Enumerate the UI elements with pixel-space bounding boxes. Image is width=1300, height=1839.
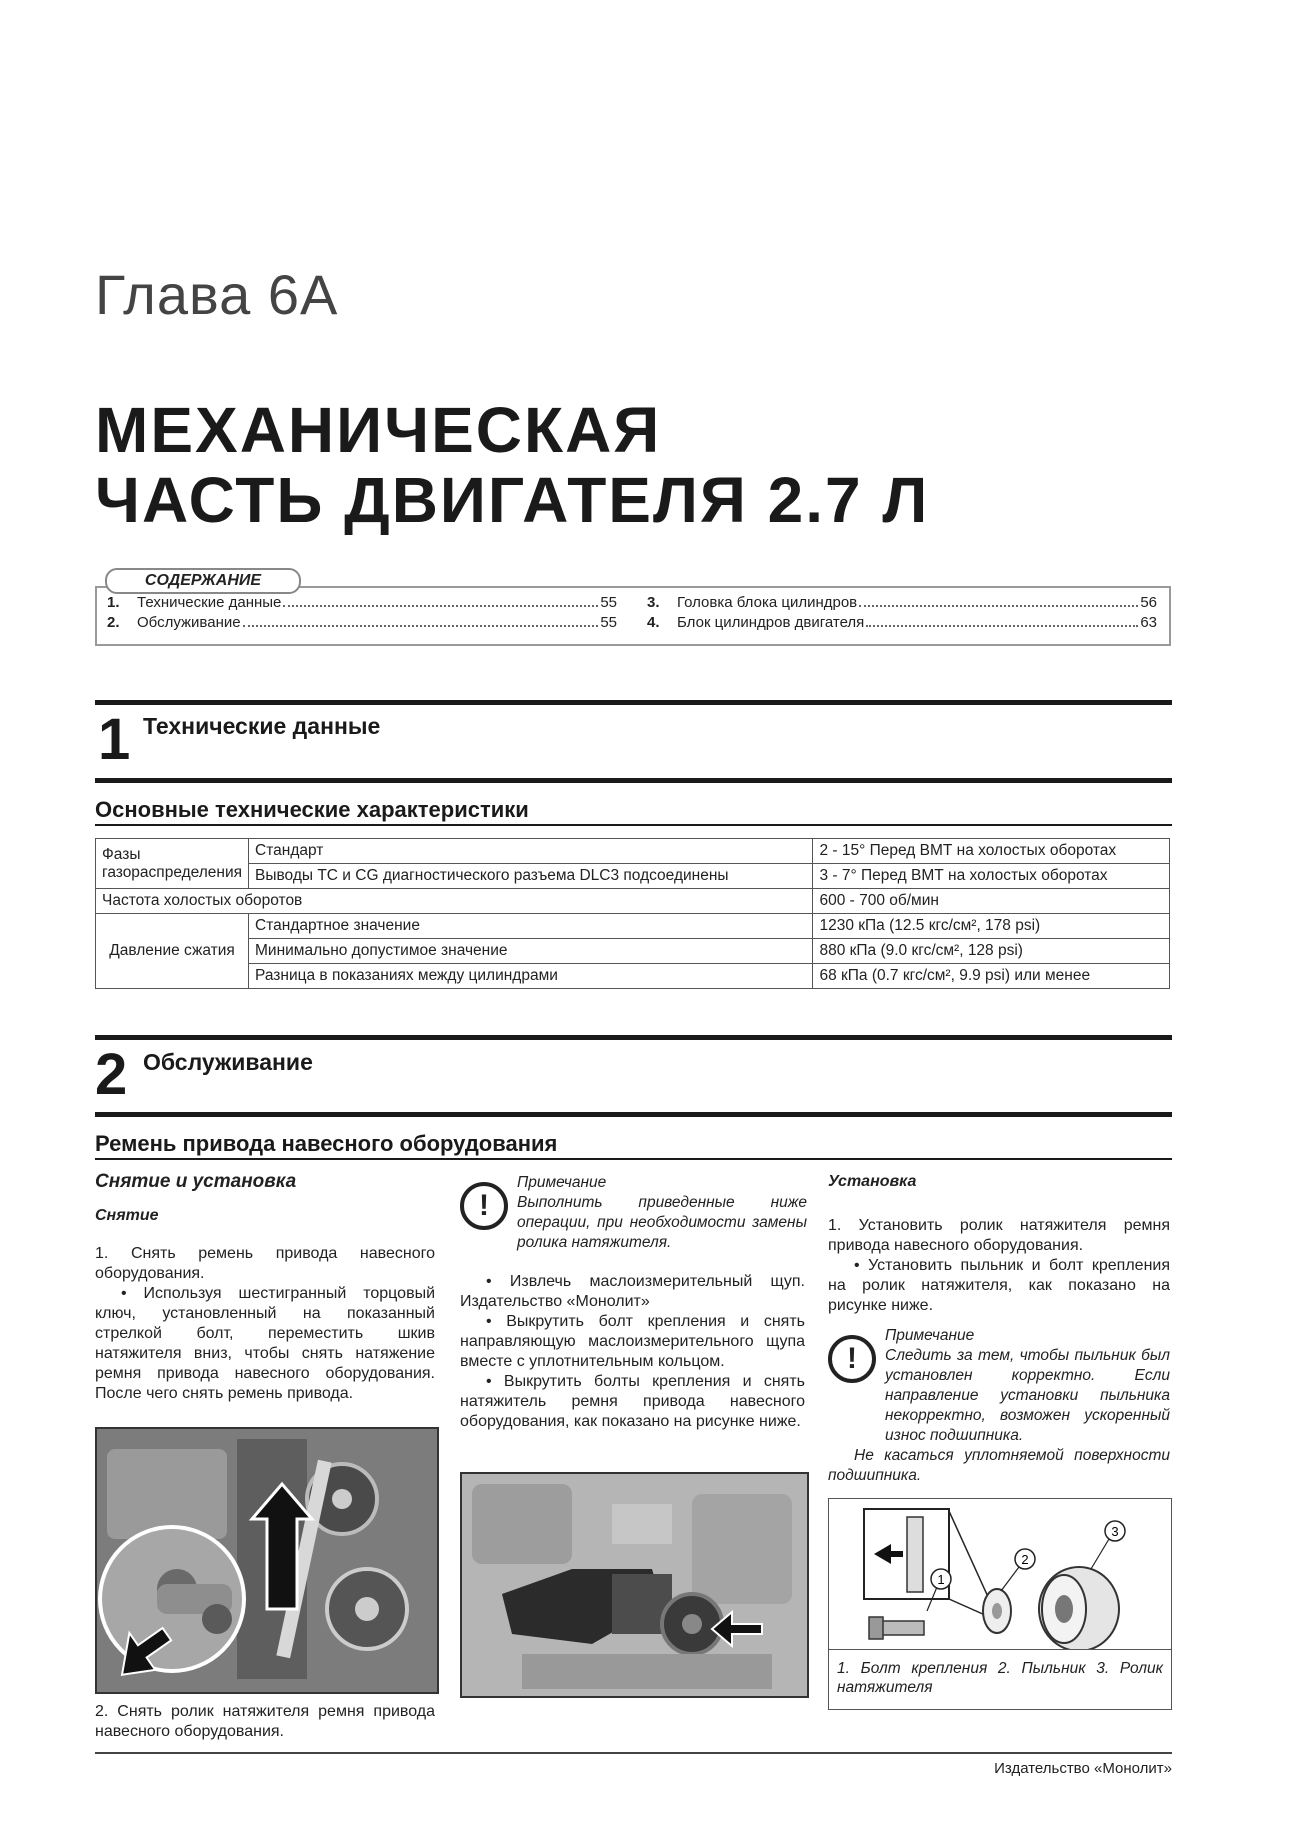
table-cell: 3 - 7° Перед ВМТ на холостых оборотах <box>813 864 1170 889</box>
section-title: Обслуживание <box>143 1049 313 1075</box>
toc-item[interactable]: 1. Технические данные 55 <box>107 594 617 611</box>
step-text: 1. Установить ролик натяжителя ремня привода навесного оборудования. <box>828 1217 1170 1254</box>
column-1 <box>95 1172 435 1404</box>
chapter-label: Глава 6А <box>95 263 339 326</box>
warning-icon: ! <box>460 1182 508 1230</box>
table-row <box>96 889 1170 914</box>
title-line-1: МЕХАНИЧЕСКАЯ <box>95 394 662 466</box>
note-box <box>517 1173 807 1253</box>
section-divider <box>95 1035 1172 1040</box>
table-cell: 1230 кПа (12.5 кгс/см², 178 psi) <box>813 914 1170 939</box>
bullet-item: • Извлечь маслоизмерительный щуп. Издательство «Монолит» <box>460 1273 805 1310</box>
table-row <box>96 914 1170 939</box>
bullet-item: • Выкрутить болты крепления и снять натяжитель ремня привода навесного оборудования, как показано на рисунке ниже. <box>460 1373 805 1430</box>
note-title: Примечание <box>885 1327 975 1344</box>
toc-label: СОДЕРЖАНИЕ <box>105 568 301 594</box>
section-title: Технические данные <box>143 713 381 739</box>
callout-1: 1 <box>937 1572 945 1587</box>
page-title <box>95 395 929 535</box>
callout-2: 2 <box>1021 1552 1029 1567</box>
caption-1: 2. Снять ролик натяжителя ремня привода навесного оборудования. <box>95 1703 435 1740</box>
title-line-2: ЧАСТЬ ДВИГАТЕЛЯ 2.7 Л <box>95 464 930 536</box>
table-cell: Фазы газораспределения <box>96 839 249 889</box>
section-divider <box>95 778 1172 783</box>
table-row <box>96 939 1170 964</box>
table-of-contents <box>95 586 1171 646</box>
table-cell: 600 - 700 об/мин <box>813 889 1170 914</box>
toc-item[interactable]: 4. Блок цилиндров двигателя 63 <box>647 614 1157 631</box>
publisher-footer: Издательство «Монолит» <box>994 1760 1172 1777</box>
callout-3: 3 <box>1111 1524 1119 1539</box>
parts-caption: 1. Болт крепления 2. Пыльник 3. Ролик натяжителя <box>837 1660 1163 1696</box>
subsection-divider <box>95 1158 1172 1160</box>
table-row <box>96 839 1170 864</box>
table-cell: 2 - 15° Перед ВМТ на холостых оборотах <box>813 839 1170 864</box>
step-text: 1. Снять ремень привода навесного оборудования. <box>95 1245 435 1282</box>
table-cell: Минимально допустимое значение <box>249 939 813 964</box>
subsection-divider <box>95 824 1172 826</box>
toc-item[interactable]: 3. Головка блока цилиндров 56 <box>647 594 1157 611</box>
toc-leader <box>283 605 598 607</box>
subsection-title: Ремень привода навесного оборудования <box>95 1131 558 1156</box>
caption-divider <box>829 1649 1171 1650</box>
column-subheading: Снятие <box>95 1207 159 1224</box>
table-row <box>96 964 1170 989</box>
spec-table <box>95 838 1170 989</box>
table-cell: Давление сжатия <box>96 914 249 989</box>
table-cell: Стандартное значение <box>249 914 813 939</box>
toc-leader <box>243 625 599 627</box>
section-number: 1 <box>98 707 131 772</box>
bullet-item: • Выкрутить болт крепления и снять направляющую маслоизмерительного щупа вместе с уплотнительным кольцом. <box>460 1313 805 1370</box>
column-heading: Снятие и установка <box>95 1171 297 1192</box>
note-title: Примечание <box>517 1174 607 1191</box>
table-cell: Выводы TC и CG диагностического разъема DLC3 подсоединены <box>249 864 813 889</box>
step-text: • Используя шестигранный торцовый ключ, установленный на показанный стрелкой болт, переместить шкив натяжителя вниз, чтобы снять натяжение ремня привода навесного оборудования. После чего снять ремень привода. <box>95 1285 435 1402</box>
engine-photo-1 <box>95 1427 439 1694</box>
engine-photo-2 <box>460 1472 809 1698</box>
note-text: Не касаться уплотняемой поверхности подшипника. <box>828 1447 1170 1484</box>
table-cell: Стандарт <box>249 839 813 864</box>
table-cell: 880 кПа (9.0 кгс/см², 128 psi) <box>813 939 1170 964</box>
table-cell: Разница в показаниях между цилиндрами <box>249 964 813 989</box>
warning-icon: ! <box>828 1335 876 1383</box>
column-heading: Установка <box>828 1173 917 1190</box>
parts-diagram-drawing <box>829 1499 1171 1649</box>
table-cell: 68 кПа (0.7 кгс/см², 9.9 psi) или менее <box>813 964 1170 989</box>
note-box <box>828 1326 1170 1486</box>
section-divider <box>95 700 1172 705</box>
toc-leader <box>866 625 1138 627</box>
section-number: 2 <box>95 1042 128 1107</box>
subsection-title: Основные технические характеристики <box>95 797 529 822</box>
footer-divider <box>95 1752 1172 1754</box>
toc-item[interactable]: 2. Обслуживание 55 <box>107 614 617 631</box>
column-2-bullets <box>460 1272 805 1432</box>
parts-diagram <box>828 1498 1172 1710</box>
engine-photo-2-drawing <box>462 1474 807 1696</box>
note-text: Следить за тем, чтобы пыльник был установлен корректно. Если направление установки пыльника некорректно, возможен ускоренный износ подшипника. <box>885 1347 1170 1444</box>
table-row <box>96 864 1170 889</box>
section-divider <box>95 1112 1172 1117</box>
engine-photo-1-drawing <box>97 1429 437 1692</box>
table-cell: Частота холостых оборотов <box>96 889 813 914</box>
toc-leader <box>859 605 1138 607</box>
column-3 <box>828 1172 1170 1316</box>
step-text: • Установить пыльник и болт крепления на ролик натяжителя, как показано на рисунке ниже. <box>828 1257 1170 1314</box>
note-text: Выполнить приведенные ниже операции, при необходимости замены ролика натяжителя. <box>517 1194 807 1251</box>
